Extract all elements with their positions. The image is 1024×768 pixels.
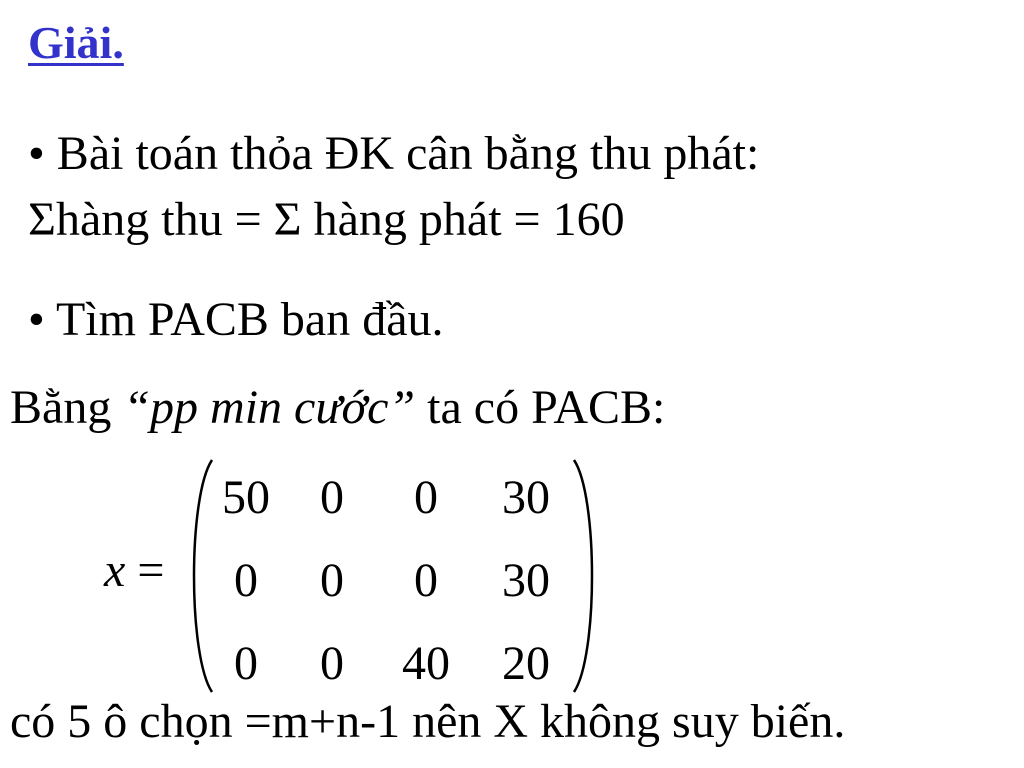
- bullet-find-initial-plan: • Tìm PACB ban đầu.: [28, 293, 444, 346]
- method-name: “pp min cước”: [123, 381, 416, 434]
- matrix-cell: 0: [320, 471, 344, 524]
- balance-equation: Σhàng thu = Σ hàng phát = 160: [28, 193, 625, 246]
- matrix-grid: [208, 458, 580, 690]
- slide-title: Giải.: [28, 17, 124, 68]
- matrix-variable: x: [104, 544, 126, 597]
- matrix-cell: 30: [502, 471, 550, 524]
- matrix-cell: 0: [320, 637, 344, 690]
- method-statement: [10, 382, 665, 435]
- matrix-cell: 0: [234, 637, 258, 690]
- method-prefix: Bằng: [10, 381, 124, 434]
- matrix-cell: 50: [222, 471, 270, 524]
- bullet-balance-condition: • Bài toán thỏa ĐK cân bằng thu phát:: [28, 127, 760, 180]
- matrix-cell: 0: [414, 471, 438, 524]
- method-suffix: ta có PACB:: [415, 381, 666, 434]
- matrix-cell: 40: [402, 637, 450, 690]
- matrix-cell: 20: [502, 637, 550, 690]
- matrix-cell: 0: [234, 554, 258, 607]
- conclusion-text: có 5 ô chọn =m+n-1 nên X không suy biến.: [10, 695, 846, 748]
- matrix-cell: 30: [502, 554, 550, 607]
- matrix-cell: 0: [320, 554, 344, 607]
- matrix-label: [104, 545, 164, 598]
- matrix-equals: =: [137, 544, 165, 597]
- matrix-cell: 0: [414, 554, 438, 607]
